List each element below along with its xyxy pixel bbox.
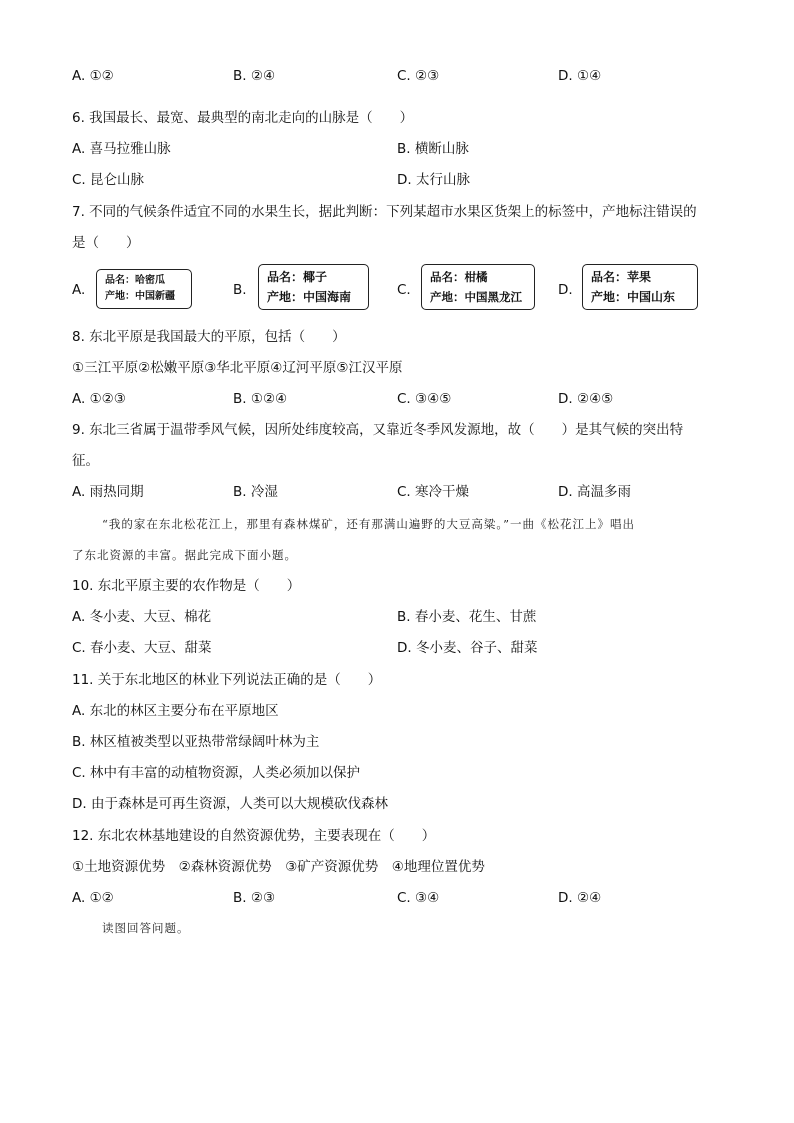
q12-option-c: C. ③④ (397, 890, 440, 906)
q7-label-d-origin: 产地：中国山东 (591, 290, 676, 304)
passage-line2: 了东北资源的丰富。据此完成下面小题。 (72, 548, 297, 562)
q12-option-b: B. ②③ (233, 890, 276, 906)
q7-stem-line1: 7. 不同的气候条件适宜不同的水果生长，据此判断：下列某超市水果区货架上的标签中，产地标注错误的 (72, 204, 697, 220)
q10-option-a: A. 冬小麦、大豆、棉花 (72, 609, 212, 625)
q6-option-d: D. 太行山脉 (397, 172, 470, 188)
q9-option-d: D. 高温多雨 (558, 484, 631, 500)
q7-stem-line2: 是（ ） (72, 235, 140, 251)
q7-fruit-label-d (582, 264, 698, 310)
q9-option-a: A. 雨热同期 (72, 484, 144, 500)
q11-stem: 11. 关于东北地区的林业下列说法正确的是（ ） (72, 672, 382, 688)
q8-option-c: C. ③④⑤ (397, 391, 452, 407)
q7-label-b-name: 品名：椰子 (267, 270, 328, 284)
q5-option-a: A. ①② (72, 68, 114, 84)
q12-option-a: A. ①② (72, 890, 114, 906)
q7-fruit-label-c (421, 264, 535, 310)
footer-note: 读图回答问题。 (102, 921, 190, 935)
q12-items: ①土地资源优势 ②森林资源优势 ③矿产资源优势 ④地理位置优势 (72, 859, 485, 875)
q6-stem: 6. 我国最长、最宽、最典型的南北走向的山脉是（ ） (72, 110, 414, 126)
q5-option-d: D. ①④ (558, 68, 602, 84)
q7-letter-c: C. (397, 282, 411, 298)
q8-option-b: B. ①②④ (233, 391, 288, 407)
q7-letter-d: D. (558, 282, 573, 298)
q12-option-d: D. ②④ (558, 890, 602, 906)
q7-label-c-name: 品名：柑橘 (430, 270, 488, 284)
q11-option-b: B. 林区植被类型以亚热带常绿阔叶林为主 (72, 734, 320, 750)
q7-label-c-origin: 产地：中国黑龙江 (430, 290, 522, 304)
q9-option-b: B. 冷湿 (233, 484, 278, 500)
q9-option-c: C. 寒冷干燥 (397, 484, 470, 500)
q6-option-c: C. 昆仑山脉 (72, 172, 145, 188)
q7-fruit-label-a (96, 269, 192, 309)
q6-option-b: B. 横断山脉 (397, 141, 469, 157)
q7-letter-b: B. (233, 282, 247, 298)
q8-option-d: D. ②④⑤ (558, 391, 614, 407)
q8-option-a: A. ①②③ (72, 391, 126, 407)
q5-option-b: B. ②④ (233, 68, 276, 84)
q12-stem: 12. 东北农林基地建设的自然资源优势，主要表现在（ ） (72, 828, 436, 844)
q11-option-c: C. 林中有丰富的动植物资源，人类必须加以保护 (72, 765, 361, 781)
q11-option-d: D. 由于森林是可再生资源，人类可以大规模砍伐森林 (72, 796, 388, 812)
q8-stem: 8. 东北平原是我国最大的平原，包括（ ） (72, 329, 346, 345)
q5-option-c: C. ②③ (397, 68, 440, 84)
q10-option-b: B. 春小麦、花生、甘蔗 (397, 609, 537, 625)
q10-option-d: D. 冬小麦、谷子、甜菜 (397, 640, 538, 656)
q11-option-a: A. 东北的林区主要分布在平原地区 (72, 703, 279, 719)
q6-option-a: A. 喜马拉雅山脉 (72, 141, 171, 157)
passage-line1: “我的家在东北松花江上，那里有森林煤矿，还有那满山遍野的大豆高粱。”一曲《松花江上》唱出 (102, 517, 636, 531)
q8-items: ①三江平原②松嫩平原③华北平原④辽河平原⑤江汉平原 (72, 360, 403, 376)
q7-label-b-origin: 产地：中国海南 (267, 290, 352, 304)
q7-letter-a: A. (72, 282, 86, 298)
q10-option-c: C. 春小麦、大豆、甜菜 (72, 640, 212, 656)
q10-stem: 10. 东北平原主要的农作物是（ ） (72, 578, 301, 594)
q7-label-a-origin: 产地：中国新疆 (105, 291, 175, 302)
q7-label-d-name: 品名：苹果 (591, 270, 652, 284)
q7-fruit-label-b (258, 264, 369, 310)
q7-label-a-name: 品名：哈密瓜 (105, 275, 165, 286)
q9-stem-line1: 9. 东北三省属于温带季风气候，因所处纬度较高，又靠近冬季风发源地，故（ ）是其气候的突出特 (72, 422, 684, 438)
q9-stem-line2: 征。 (72, 453, 99, 469)
